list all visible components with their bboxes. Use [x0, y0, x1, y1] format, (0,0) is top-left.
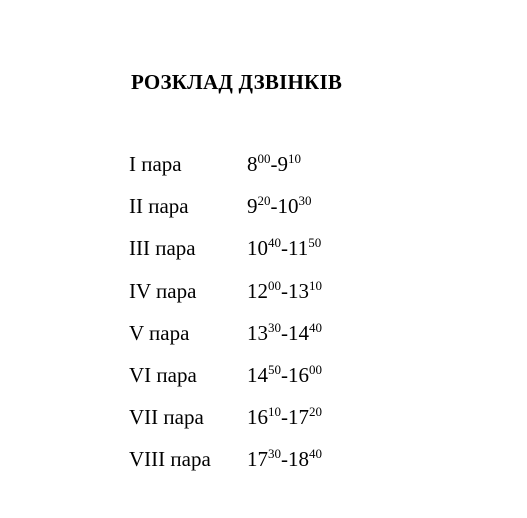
start-hour: 17	[247, 447, 268, 472]
start-minutes: 30	[268, 319, 281, 335]
pair-time: $8^{00}-9^{10}$	[247, 151, 301, 176]
pair-label: I пара	[129, 152, 182, 176]
pair-time: $12^{00}-13^{10}$	[247, 277, 322, 303]
end-minutes: 20	[309, 404, 322, 420]
start-hour: 9	[247, 194, 258, 219]
start-hour: 13	[247, 320, 268, 345]
start-minutes: 50	[268, 361, 281, 377]
end-minutes: 40	[309, 446, 322, 462]
start-minutes: 00	[268, 277, 281, 293]
pair-label: III пара	[129, 236, 196, 261]
end-minutes: 40	[309, 319, 322, 335]
start-minutes: 10	[268, 404, 281, 420]
start-minutes: 20	[257, 193, 271, 209]
start-hour: 8	[247, 152, 258, 176]
pair-time: $13^{30}-14^{40}$	[247, 319, 322, 345]
start-minutes: 30	[268, 446, 281, 462]
pair-time: $17^{30}-18^{40}$	[247, 446, 322, 472]
start-hour: 16	[247, 405, 268, 430]
end-hour: 16	[288, 362, 309, 387]
end-minutes: 10	[309, 277, 322, 293]
end-hour: 14	[288, 320, 309, 345]
pair-time: $16^{10}-17^{20}$	[247, 404, 322, 430]
end-hour: 11	[288, 236, 309, 261]
end-minutes: 10	[288, 151, 301, 166]
end-minutes: 00	[309, 361, 322, 377]
start-minutes: 00	[257, 151, 271, 166]
end-hour: 9	[277, 152, 288, 176]
pair-time: $14^{50}-16^{00}$	[247, 361, 322, 387]
pair-label: VI пара	[129, 362, 197, 387]
end-minutes: 50	[308, 235, 322, 251]
end-hour: 18	[288, 447, 309, 472]
pair-label: VIII пара	[129, 447, 211, 472]
pair-label: II пара	[129, 194, 189, 219]
start-hour: 14	[247, 362, 268, 387]
pair-label: V пара	[129, 320, 190, 345]
start-hour: 12	[247, 278, 268, 303]
end-minutes: 30	[298, 193, 312, 209]
pair-time: $9^{20}-10^{30}$	[247, 193, 312, 219]
page-title: РОЗКЛАД ДЗВІНКІВ	[131, 70, 343, 94]
pair-label: VII пара	[129, 405, 204, 430]
start-hour: 10	[247, 236, 268, 261]
start-minutes: 40	[268, 235, 281, 251]
pair-label: IV пара	[129, 278, 197, 303]
end-hour: 13	[288, 278, 309, 303]
end-hour: 10	[277, 194, 299, 219]
end-hour: 17	[288, 405, 309, 430]
pair-time: $10^{40}-11^{50}$	[247, 235, 322, 261]
